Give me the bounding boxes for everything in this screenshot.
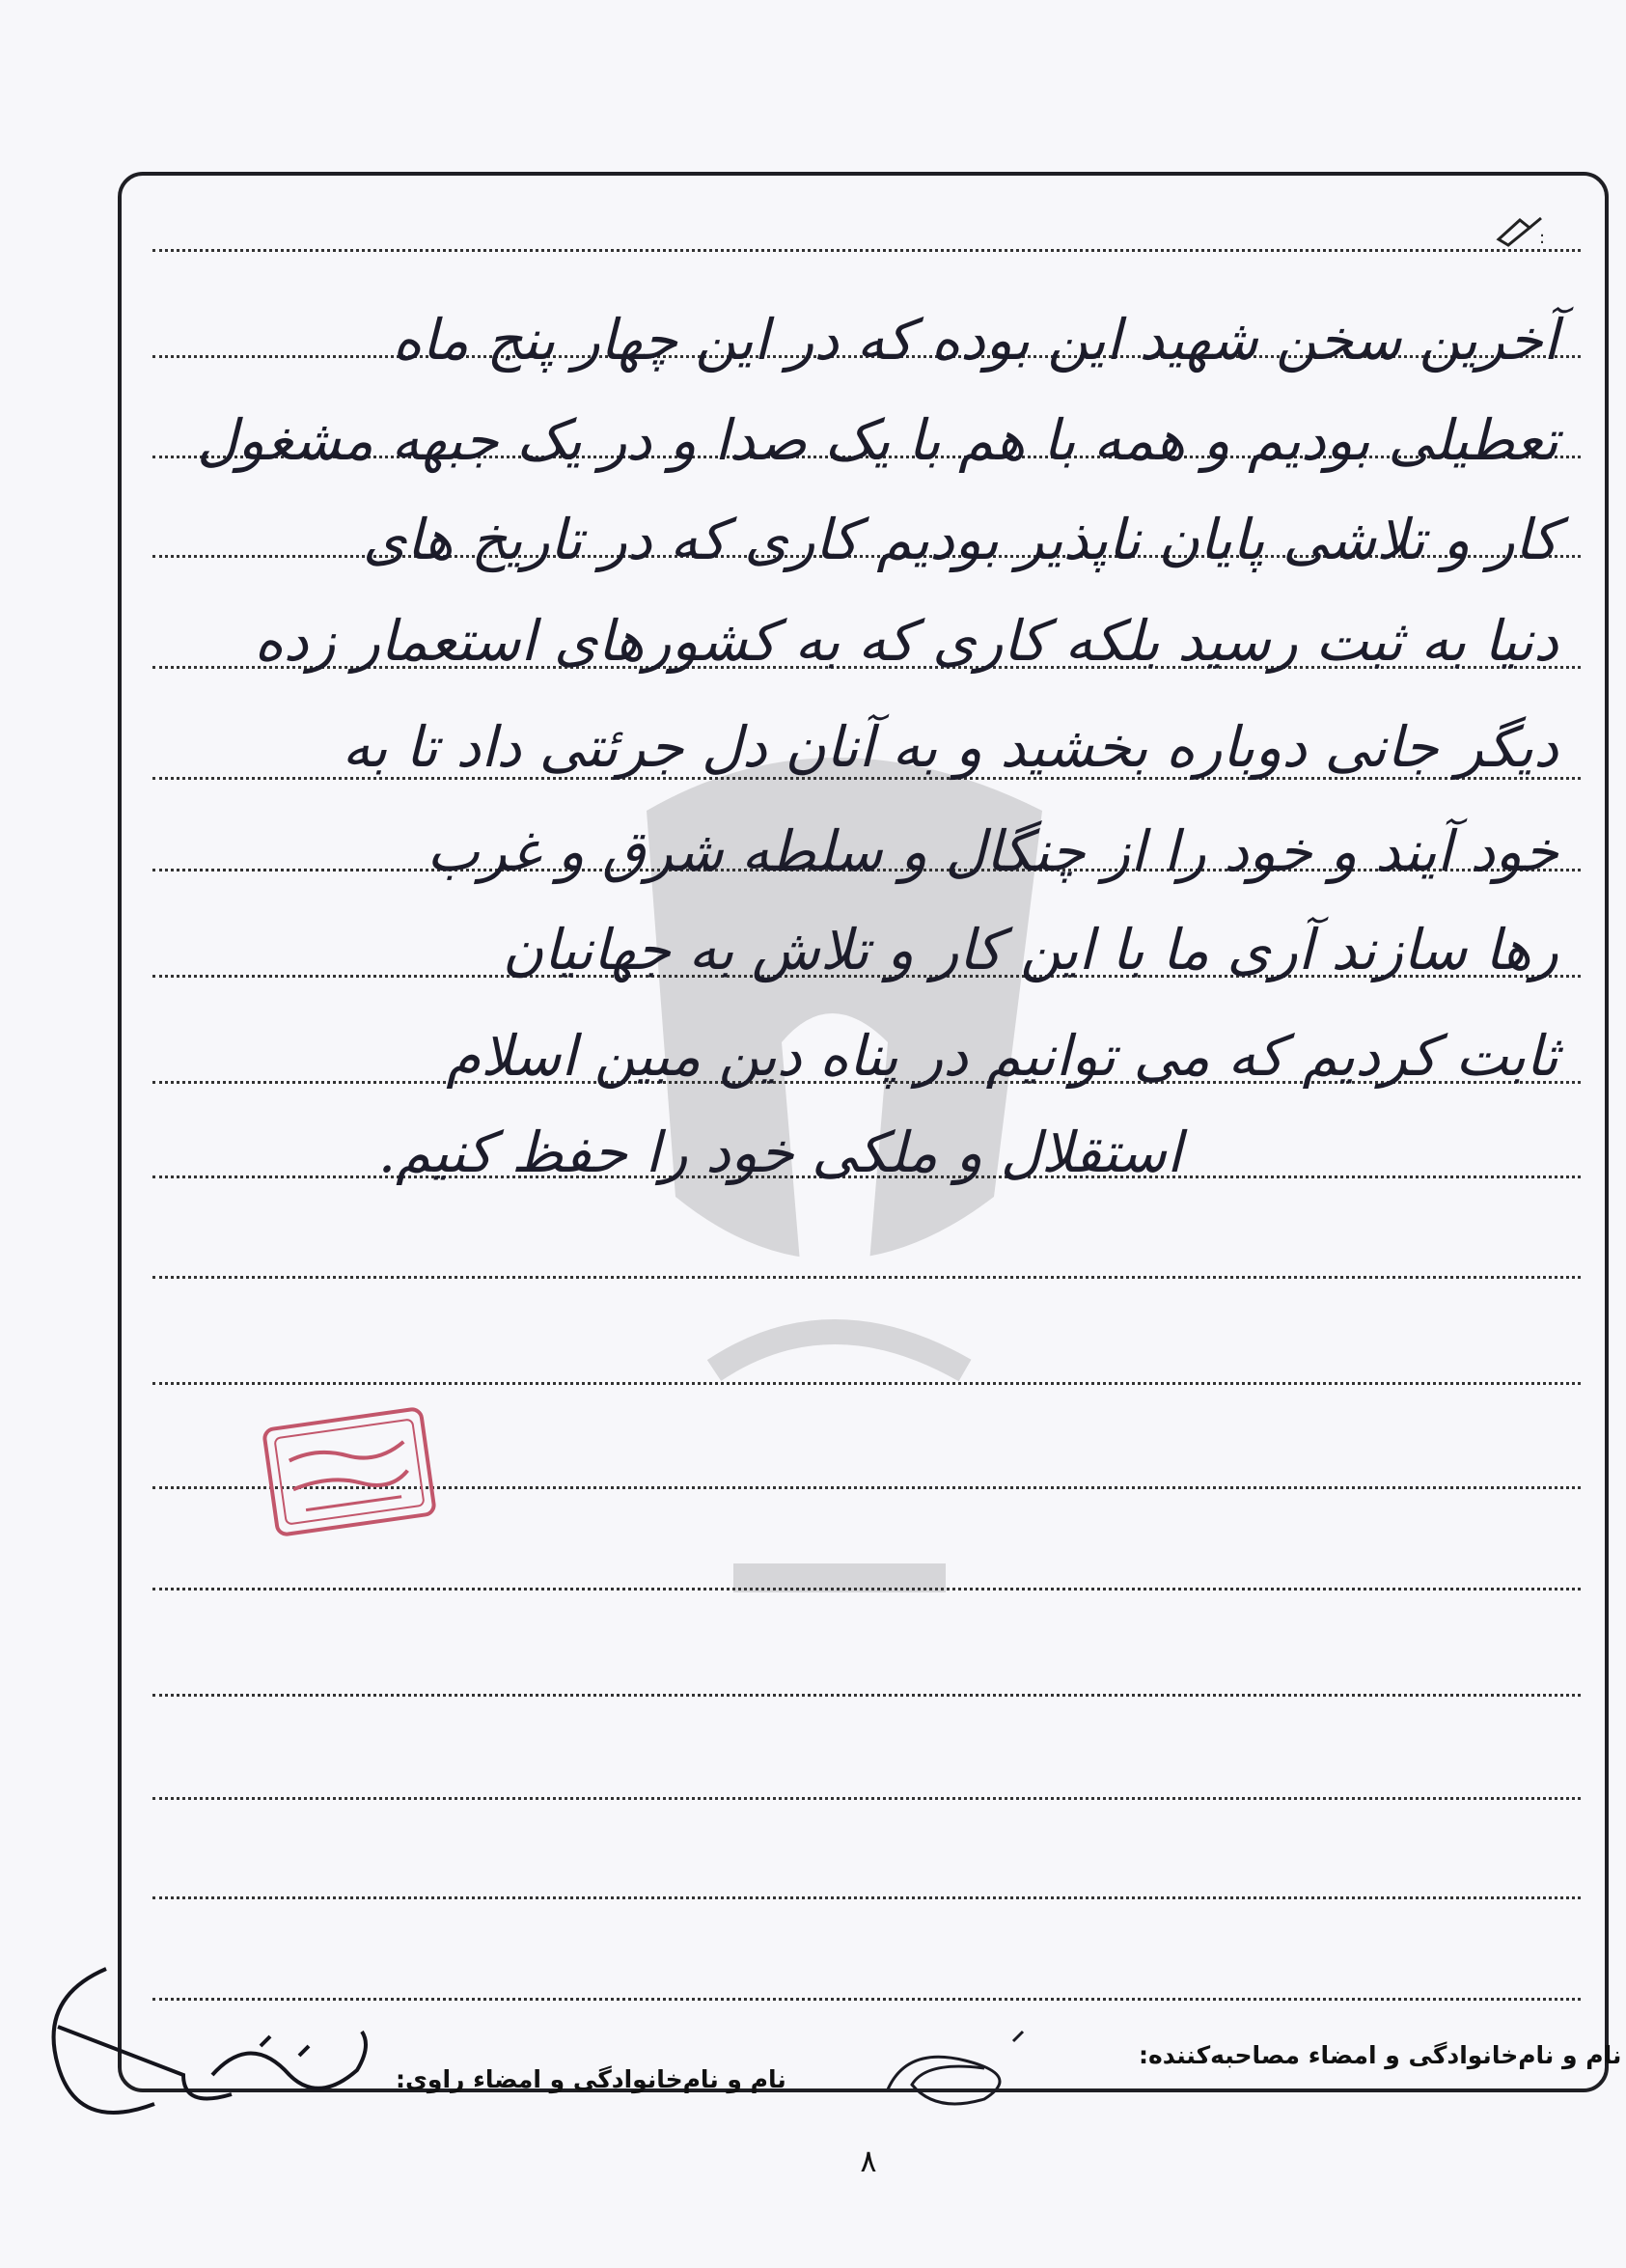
ruled-line [152,1797,1581,1800]
handwritten-line: رها سازند آری ما با این کار و تلاش به جهانیان [502,917,1558,982]
handwritten-line: دیگر جانی دوباره بخشید و به آنان دل جرئتی داد تا به [342,714,1558,780]
pen-icon [1491,210,1549,249]
svg-text::: : [1539,228,1546,248]
handwritten-line: تعطیلی بودیم و همه با هم با یک صدا و در یک جبهه مشغول [197,407,1558,473]
ruled-line [152,1382,1581,1385]
ruled-line [152,1694,1581,1697]
ruled-line [152,1896,1581,1899]
narrator-signature [19,1940,386,2143]
stamp [255,1397,444,1546]
ruled-line [152,1588,1581,1590]
handwritten-line: آخرین سخن شهید این بوده که در این چهار پنج ماه [392,307,1558,373]
page-number: ۸ [860,2143,877,2179]
handwritten-line: خود آیند و خود را از چنگال و سلطه شرق و غرب [427,818,1558,884]
handwritten-line: استقلال و ملکی خود را حفظ کنیم. [377,1120,1182,1185]
handwritten-line: کار و تلاشی پایان ناپذیر بودیم کاری که در تاریخ های [362,507,1558,572]
ruled-line [152,1276,1581,1279]
interviewer-signature-label: نام و نام‌خانوادگی و امضاء مصاحبه‌کننده: [1139,2041,1622,2069]
narrator-signature-label: نام و نام‌خانوادگی و امضاء راوی: [396,2065,786,2093]
handwritten-line: دنیا به ثبت رسید بلکه کاری که به کشورهای استعمار زده [254,608,1558,674]
ruled-line [152,249,1581,252]
handwritten-line: ثابت کردیم که می توانیم در پناه دین مبین اسلام [446,1023,1558,1089]
interviewer-signature [868,2022,1071,2118]
